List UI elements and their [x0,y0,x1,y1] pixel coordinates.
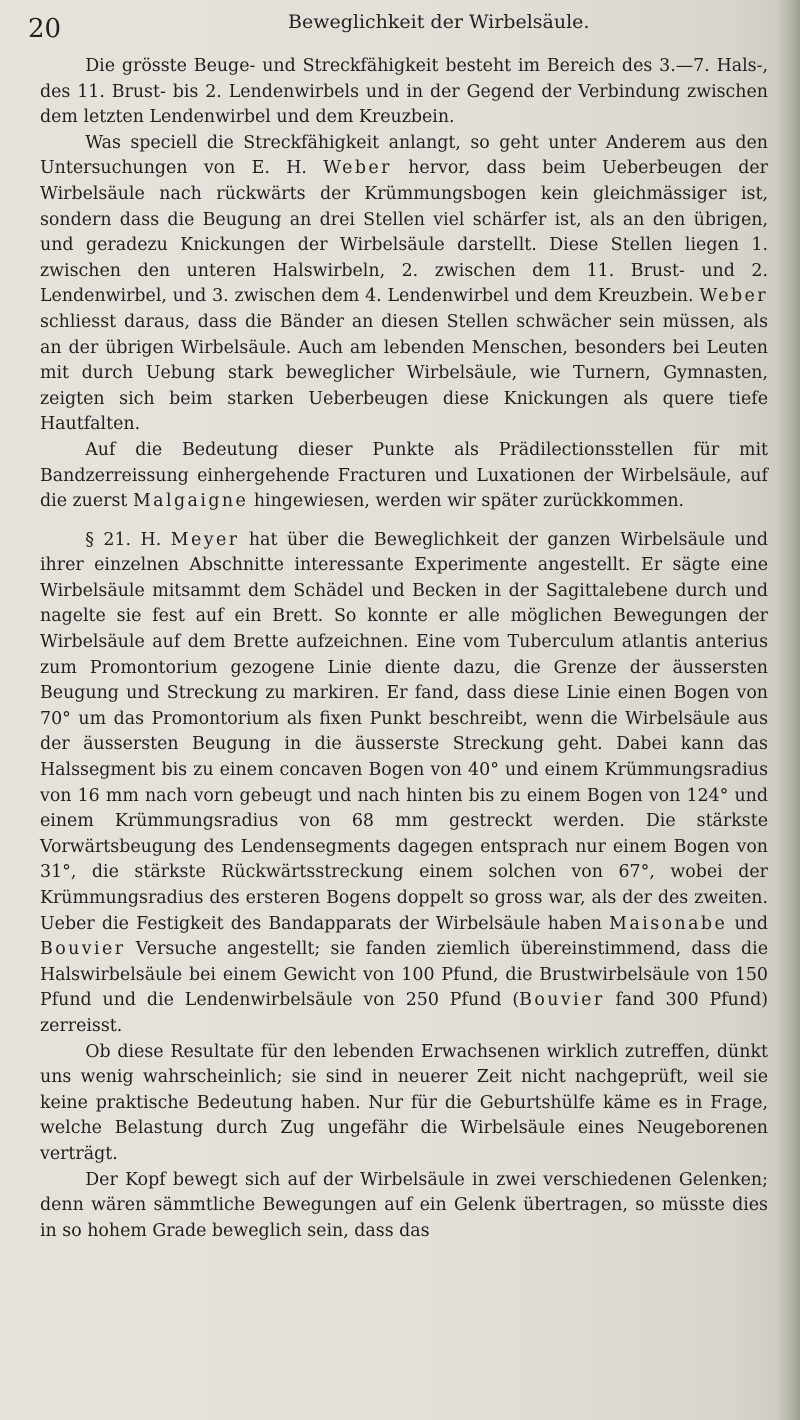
paragraph-2-text-c: schliesst daraus, dass die Bänder an diesen Stellen schwächer sein müssen, als an der übrigen Wirbelsäule. Auch am lebenden Menschen, besonders bei Leuten mit durch Uebung stark beweglicher Wirbelsäule, wie Turnern, Gymnasten, zeigten sich beim starken Ueberbeugen diese Knickungen als quere tiefe Hautfalten. [40,311,768,435]
section-21-text-b: hat über die Beweglichkeit der ganzen Wirbelsäule und ihrer einzelnen Abschnitte interessante Experimente angestellt. Er sägte eine Wirbelsäule mitsammt dem Schädel und Becken in der Sagittalebene durch und nagelte sie fest auf ein Brett. So konnte er alle möglichen Bewegungen der Wirbelsäule auf dem Brette aufzeichnen. Eine vom Tuberculum atlantis anterius zum Promontorium gezogene Linie diente dazu, die Grenze der äussersten Beugung und Streckung zu markiren. Er fand, dass diese Linie einen Bogen von 70° um das Promontorium als fixen Punkt beschreibt, wenn die Wirbelsäule aus der äussersten Beugung in die äusserste Streckung geht. Dabei kann das Halssegment bis zu einem concaven Bogen von 40° und einem Krümmungsradius von 16 mm nach vorn gebeugt und nach hinten bis zu einem Bogen von 124° und einem Krümmungsradius von 68 mm gestreckt werden. Die stärkste Vorwärtsbeugung des Lendensegments dagegen entsprach nur einem Bogen von 31°, die stärkste Rückwärtsstreckung einem solchen von 67°, wobei der Krümmungsradius des ersteren Bogens doppelt so gross war, als der des zweiten. Ueber die Festigkeit des Bandapparats der Wirbelsäule haben [40,529,768,934]
running-head: Beweglichkeit der Wirbelsäule. [288,11,590,33]
paragraph-2-text-b: hervor, dass beim Ueberbeugen der Wirbelsäule nach rückwärts der Krümmungsbogen kein gleichmässiger ist, sondern dass die Beugung an drei Stellen viel schärfer ist, als an den übrigen, und geradezu Knickungen der Wirbelsäule darstellt. Diese Stellen liegen 1. zwischen den unteren Halswirbeln, 2. zwischen dem 11. Brust- und 2. Lendenwirbel, und 3. zwischen dem 4. Lendenwirbel und dem Kreuzbein. [40,158,768,307]
paragraph-5 [40,1040,768,1168]
section-21-text-c: und [727,913,769,934]
paragraph-2-text-a: Was speciell die Streckfähigkeit anlangt, so geht unter Anderem aus den Untersuchungen von E. H. [40,132,768,179]
page-edge-shadow [778,0,800,1420]
paragraph-5-text: Ob diese Resultate für den lebenden Erwachsenen wirklich zutreffen, dünkt uns wenig wahrscheinlich; sie sind in neuerer Zeit nicht nachgeprüft, weil sie keine praktische Bedeutung haben. Nur für die Geburtshülfe käme es in Frage, welche Belastung durch Zug ungefähr die Wirbelsäule eines Neugeborenen verträgt. [40,1041,768,1164]
paragraph-1-text: Die grösste Beuge- und Streckfähigkeit besteht im Bereich des 3.—7. Hals-, des 11. Brust- bis 2. Lendenwirbels und in der Gegend der Verbindung zwischen dem letzten Lendenwirbel und dem Kreuzbein. [40,56,768,128]
paragraph-6-text: Der Kopf bewegt sich auf der Wirbelsäule in zwei verschiedenen Gelenken; denn wären sämmtliche Bewegungen auf ein Gelenk übertragen, so müsste dies in so hohem Grade beweglich sein, dass das [40,1169,768,1241]
paragraph-3-text-a: Auf die Bedeutung dieser Punkte als Prädilectionsstellen für mit Bandzerreissung einhergehende Fracturen und Luxationen der Wirbelsäule, auf die zuerst [40,439,768,512]
author-name-bouvier-2: Bouvier [519,990,605,1011]
paragraph-3 [40,438,768,515]
author-name-weber: Weber [323,158,392,179]
author-name-bouvier: Bouvier [40,939,126,960]
section-21-text-a: § 21. H. [85,529,171,550]
author-name-maisonabe: Maisonabe [609,913,728,934]
section-21 [40,528,768,1040]
author-name-weber-2: Weber [699,286,768,307]
section-21-text-d: Versuche angestellt; sie fanden ziemlich übereinstimmend, dass die Halswirbelsäule bei einem Gewicht von 100 Pfund, die Brustwirbelsäule von 150 Pfund und die Lendenwirbelsäule von 250 Pfund ( [40,939,768,1011]
paragraph-6 [40,1168,768,1245]
paragraph-3-text-b: hingewiesen, werden wir später zurückkommen. [248,491,685,512]
page-header [28,8,768,48]
paragraph-2 [40,131,768,438]
body-text [40,54,768,1244]
page-number: 20 [28,14,62,44]
author-name-meyer: Meyer [170,529,240,550]
author-name-malgaigne: Malgaigne [132,491,249,512]
paragraph-1 [40,54,768,131]
section-21-text-e: fand 300 Pfund) zerreisst. [40,990,768,1036]
